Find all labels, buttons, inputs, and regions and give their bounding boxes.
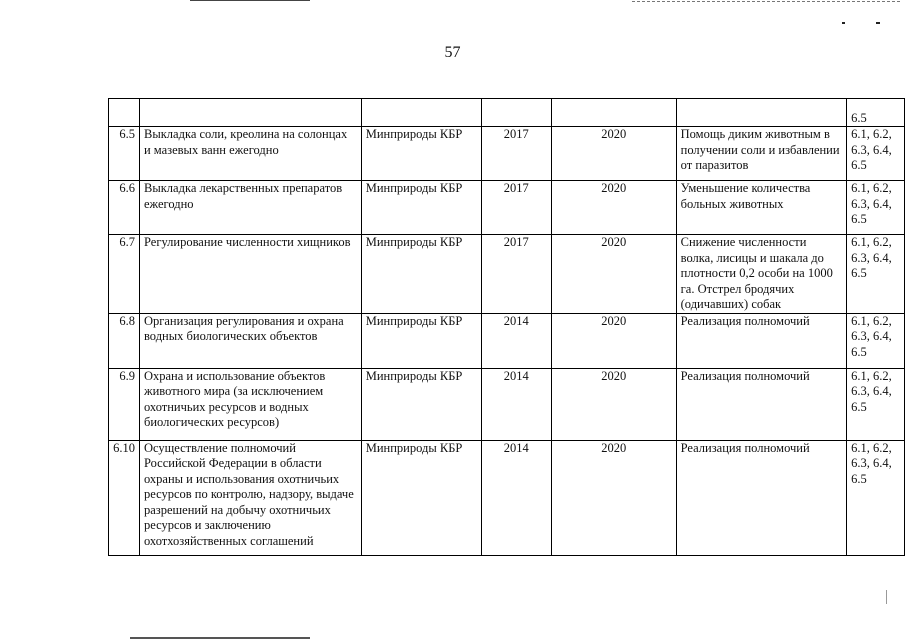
scan-artifact-top-left bbox=[190, 0, 310, 1]
cell-name: Организация регулирования и охрана водных биологических объектов bbox=[139, 313, 361, 368]
cell-num: 6.9 bbox=[109, 368, 140, 440]
table-row bbox=[109, 313, 905, 368]
cell-refs: 6.5 bbox=[847, 99, 905, 127]
table-row bbox=[109, 235, 905, 314]
table-row bbox=[109, 127, 905, 181]
measures-table bbox=[108, 98, 905, 556]
scan-speck bbox=[886, 590, 887, 604]
cell-end: 2020 bbox=[551, 127, 676, 181]
cell-name: Выкладка соли, креолина на солонцах и мазевых ванн ежегодно bbox=[139, 127, 361, 181]
cell-end: 2020 bbox=[551, 368, 676, 440]
cell-refs: 6.1, 6.2, 6.3, 6.4, 6.5 bbox=[847, 440, 905, 555]
cell-result: Реализация полномочий bbox=[676, 313, 846, 368]
table-row bbox=[109, 368, 905, 440]
scan-artifact-top-right bbox=[632, 1, 900, 3]
cell-name: Охрана и использование объектов животного мира (за исключением охотничьих ресурсов и водных биологических ресурсов) bbox=[139, 368, 361, 440]
cell-start: 2014 bbox=[481, 313, 551, 368]
cell-name bbox=[139, 99, 361, 127]
cell-end: 2020 bbox=[551, 440, 676, 555]
cell-end: 2020 bbox=[551, 181, 676, 235]
cell-num: 6.5 bbox=[109, 127, 140, 181]
cell-result bbox=[676, 99, 846, 127]
cell-num: 6.6 bbox=[109, 181, 140, 235]
table-row bbox=[109, 440, 905, 555]
cell-org: Минприроды КБР bbox=[361, 181, 481, 235]
cell-org: Минприроды КБР bbox=[361, 440, 481, 555]
table-row bbox=[109, 181, 905, 235]
cell-num: 6.8 bbox=[109, 313, 140, 368]
cell-org: Минприроды КБР bbox=[361, 127, 481, 181]
cell-start: 2017 bbox=[481, 181, 551, 235]
page-number: 57 bbox=[444, 44, 461, 61]
cell-org: Минприроды КБР bbox=[361, 368, 481, 440]
cell-result: Снижение численности волка, лисицы и шакала до плотности 0,2 особи на 1000 га. Отстрел бродячих (одичавших) собак bbox=[676, 235, 846, 314]
cell-result: Реализация полномочий bbox=[676, 440, 846, 555]
table-row bbox=[109, 99, 905, 127]
scan-speck bbox=[876, 22, 880, 24]
cell-result: Реализация полномочий bbox=[676, 368, 846, 440]
cell-refs: 6.1, 6.2, 6.3, 6.4, 6.5 bbox=[847, 368, 905, 440]
cell-org: Минприроды КБР bbox=[361, 313, 481, 368]
cell-name: Регулирование численности хищников bbox=[139, 235, 361, 314]
cell-result: Помощь диким животным в получении соли и избавлении от паразитов bbox=[676, 127, 846, 181]
cell-end: 2020 bbox=[551, 313, 676, 368]
scan-artifact-bottom bbox=[130, 637, 310, 639]
scan-speck bbox=[842, 22, 845, 24]
cell-end bbox=[551, 99, 676, 127]
cell-num: 6.7 bbox=[109, 235, 140, 314]
cell-refs: 6.1, 6.2, 6.3, 6.4, 6.5 bbox=[847, 181, 905, 235]
cell-start: 2017 bbox=[481, 235, 551, 314]
cell-refs: 6.1, 6.2, 6.3, 6.4, 6.5 bbox=[847, 313, 905, 368]
cell-name: Выкладка лекарственных препаратов ежегодно bbox=[139, 181, 361, 235]
cell-start: 2014 bbox=[481, 368, 551, 440]
cell-org: Минприроды КБР bbox=[361, 235, 481, 314]
cell-num bbox=[109, 99, 140, 127]
cell-result: Уменьшение количества больных животных bbox=[676, 181, 846, 235]
cell-start: 2014 bbox=[481, 440, 551, 555]
cell-end: 2020 bbox=[551, 235, 676, 314]
cell-num: 6.10 bbox=[109, 440, 140, 555]
cell-name: Осуществление полномочий Российской Федерации в области охраны и использования охотничьих ресурсов по контролю, надзору, выдаче разрешений на добычу охотничьих ресурсов и заключению охотхозяйственных соглашений bbox=[139, 440, 361, 555]
cell-refs: 6.1, 6.2, 6.3, 6.4, 6.5 bbox=[847, 127, 905, 181]
cell-refs: 6.1, 6.2, 6.3, 6.4, 6.5 bbox=[847, 235, 905, 314]
cell-start: 2017 bbox=[481, 127, 551, 181]
cell-org bbox=[361, 99, 481, 127]
cell-start bbox=[481, 99, 551, 127]
